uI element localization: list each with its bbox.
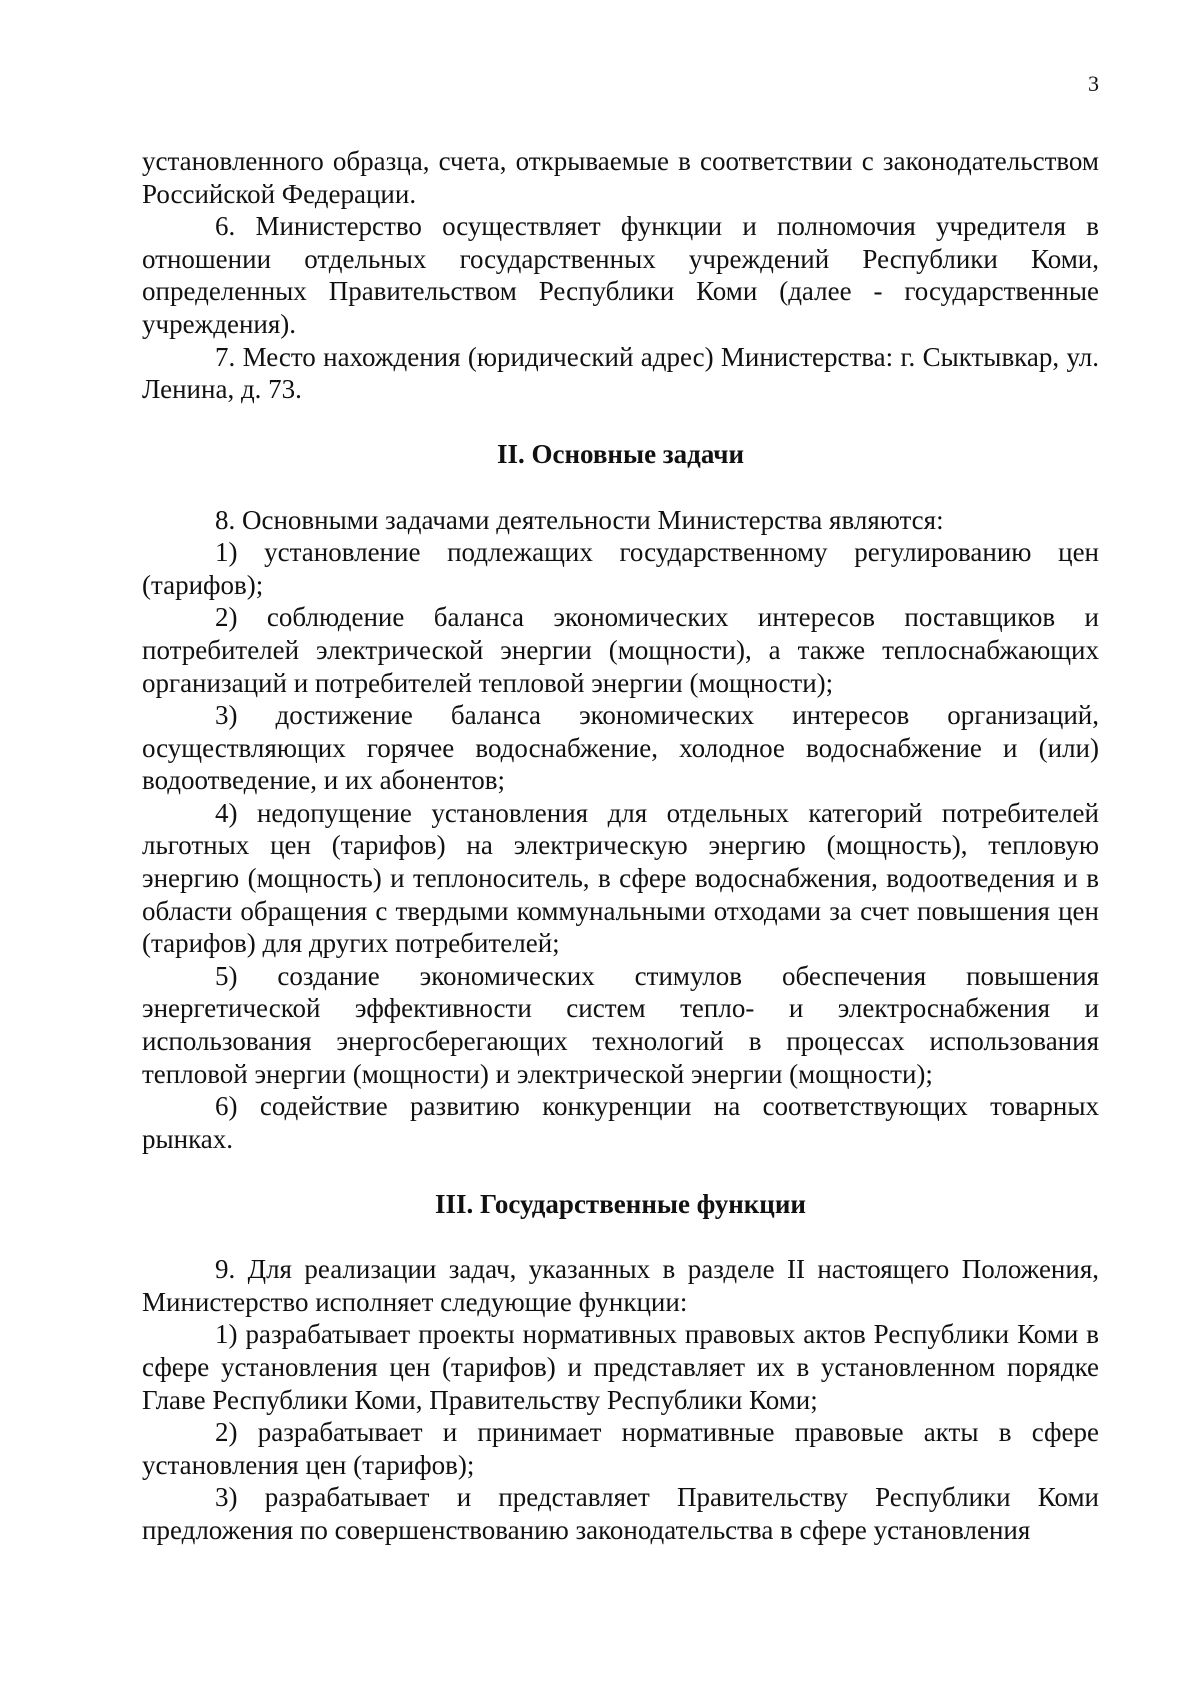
list-item: 5) создание экономических стимулов обеспечения повышения энергетической эффективности систем тепло- и электроснабжения и использования энергосберегающих технологий в процессах использования тепловой энергии (мощности) и электрической энергии (мощности); [142,960,1099,1089]
list-item: 3) достижение баланса экономических интересов организаций, осуществляющих горячее водоснабжение, холодное водоснабжение и (или) водоотведение, и их абонентов; [142,700,1099,796]
paragraph-7: 7. Место нахождения (юридический адрес) Министерства: г. Сыктывкар, ул. Ленина, д. 73. [142,341,1099,405]
page-number: 3 [1088,71,1099,96]
list-item: 1) установление подлежащих государственному регулированию цен (тарифов); [142,537,1099,600]
list-item: 3) разрабатывает и представляет Правительству Республики Коми предложения по совершенствованию законодательства в сфере установления [142,1482,1099,1545]
list-item: 1) разрабатывает проекты нормативных правовых актов Республики Коми в сфере установления цен (тарифов) и представляет их в установленном порядке Главе Республики Коми, Правительству Республики Коми; [142,1319,1099,1415]
section-heading-functions: III. Государственные функции [435,1189,806,1219]
paragraph-6: 6. Министерство осуществляет функции и полномочия учредителя в отношении отдельных государственных учреждений Республики Коми, определенных Правительством Республики Коми (далее - государственные учреждения). [142,211,1099,339]
section-heading-tasks: II. Основные задачи [496,439,745,470]
list-item: 6) содействие развитию конкуренции на соответствующих товарных рынках. [142,1091,1099,1154]
list-item: 2) разрабатывает и принимает нормативные правовые акты в сфере установления цен (тарифов); [142,1417,1099,1480]
document-body [142,145,1099,1547]
list-item: 2) соблюдение баланса экономических интересов поставщиков и потребителей электрической энергии (мощности), а также теплоснабжающих организаций и потребителей тепловой энергии (мощности); [142,602,1099,698]
paragraph-9: 9. Для реализации задач, указанных в разделе II настоящего Положения, Министерство исполняет следующие функции: [142,1254,1099,1317]
list-item: 4) недопущение установления для отдельных категорий потребителей льготных цен (тарифов) на электрическую энергию (мощность), тепловую энергию (мощность) и теплоноситель, в сфере водоснабжения, водоотведения и в области обращения с твердыми коммунальными отходами за счет повышения цен (тарифов) для других потребителей; [142,797,1099,959]
paragraph-continuation: установленного образца, счета, открываемые в соответствии с законодательством Российской Федерации. [142,146,1099,209]
paragraph-8: 8. Основными задачами деятельности Министерства являются: [215,504,944,535]
